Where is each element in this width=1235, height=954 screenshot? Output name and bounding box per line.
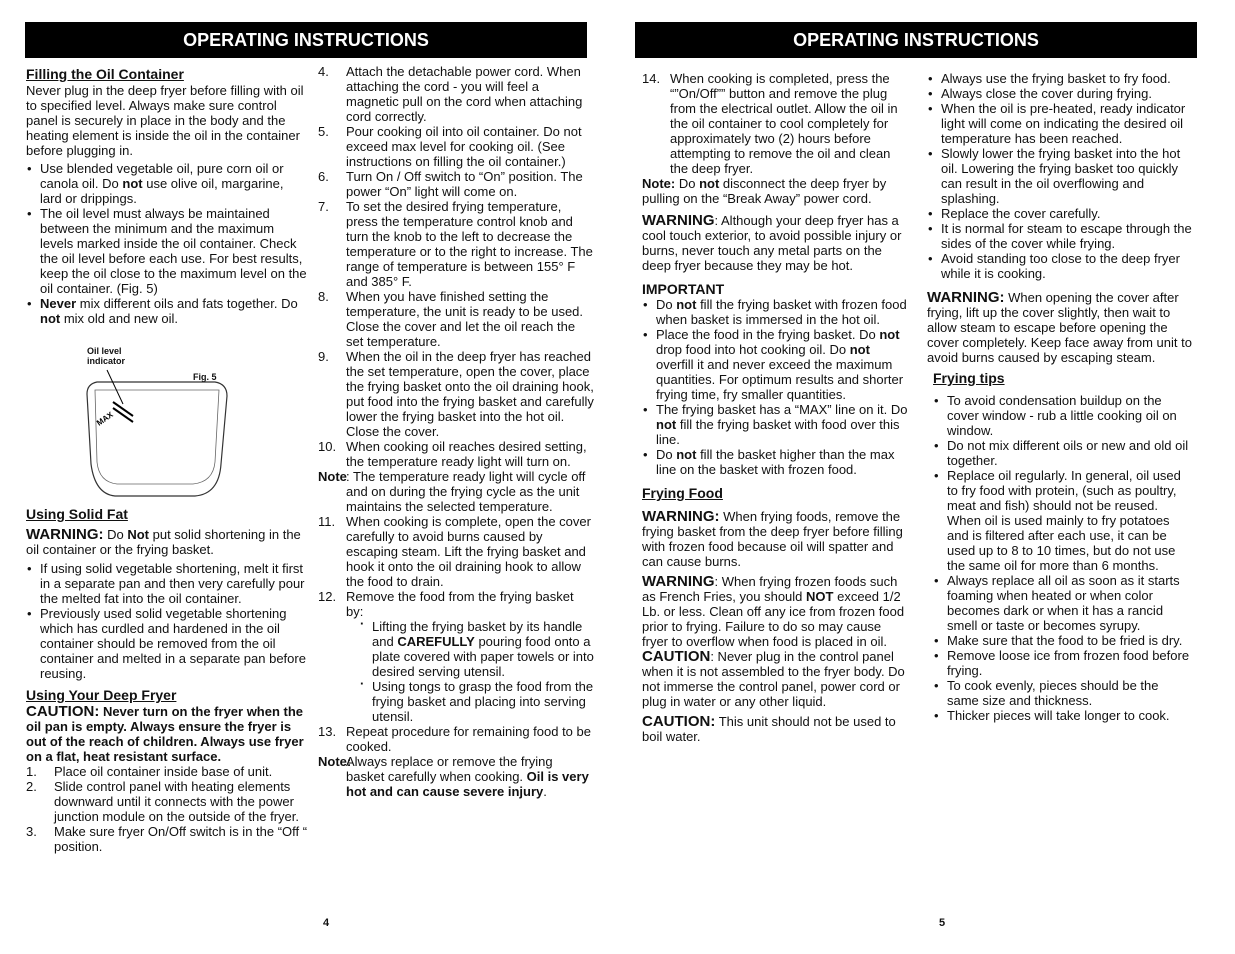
fig-caption: Fig. 5 <box>193 372 217 382</box>
important-bullet: • Do not fill the basket higher than the max line on the basket with frozen food. <box>642 447 908 477</box>
column-1 <box>26 66 308 326</box>
solid-bullet: • If using solid vegetable shortening, melt it first in a separate pan and then very carefully pour the melted fat into the oil container. <box>26 561 308 606</box>
step-10: 10. When cooking oil reaches desired setting, the temperature ready light will turn on. <box>318 439 587 469</box>
solid-bullet: • Previously used solid vegetable shortening which has curdled and hardened in the oil container should be removed from the oil container and melted in a separate pan before reusing. <box>26 606 308 681</box>
filling-bullet: • Use blended vegetable oil, pure corn oil or canola oil. Do not use olive oil, margarine, lard or drippings. <box>26 161 308 206</box>
column-4 <box>927 71 1193 723</box>
important-bullet: • The frying basket has a “MAX” line on it. Do not fill the frying basket with food over this line. <box>642 402 908 447</box>
deep-caution: CAUTION: Never turn on the fryer when the oil pan is empty. Always ensure the fryer is out of the reach of children. Always use fryer on a flat, heat resistant surface. <box>26 703 304 764</box>
sub-item: · Lifting the frying basket by its handle and CAREFULLY pouring food onto a plate covered with paper towels or into desired serving utensil. <box>360 619 594 679</box>
solid-heading: Using Solid Fat <box>26 506 128 522</box>
step-1: 1. Place oil container inside base of unit. <box>26 764 273 779</box>
usage-bullet: • Replace the cover carefully. <box>927 206 1193 221</box>
step-6: 6. Turn On / Off switch to “On” position. The power “On” light will come on. <box>318 169 583 199</box>
deep-heading: Using Your Deep Fryer <box>26 687 177 703</box>
caution-boil-water: CAUTION: This unit should not be used to boil water. <box>642 713 896 744</box>
filling-bullets <box>26 161 308 326</box>
warning-cool-touch: WARNING: Although your deep fryer has a cool touch exterior, to avoid possible injury or burns, never touch any metal parts on the deep fryer because they may be hot. <box>642 212 902 273</box>
important-bullet: • Do not fill the frying basket with frozen food when basket is immersed in the hot oil. <box>642 297 908 327</box>
warning-french-fries: WARNING: When frying frozen foods such as French Fries, you should NOT exceed 1/2 Lb. or less. Clean off any ice from frozen food prior to frying. Failure to do so may cause fryer to overflow when food is placed in oil. <box>642 573 905 649</box>
note-break-away: Note: Do not disconnect the deep fryer by pulling on the “Break Away” power cord. <box>642 176 887 206</box>
fig-max-label: MAX <box>94 410 115 428</box>
usage-bullet: • Slowly lower the frying basket into the hot oil. Lowering the frying basket too quickly can result in the oil overflowing and splashing. <box>927 146 1193 206</box>
column-2 <box>318 64 594 799</box>
tip-bullet: • To cook evenly, pieces should be the same size and thickness. <box>933 678 1193 708</box>
caution-control-panel: CAUTION: Never plug in the control panel when it is not assembled to the fryer body. Do not immerse the control panel, power cord or plug in water or any other liquid. <box>642 648 905 709</box>
usage-bullet: • Always close the cover during frying. <box>927 86 1193 101</box>
step-14-list <box>642 71 908 176</box>
note-ready-light: Note : The temperature ready light will cycle off and on during the frying cycle as the unit maintains the selected temperature. <box>318 469 586 514</box>
step-9: 9. When the oil in the deep fryer has reached the set temperature, open the cover, place the frying basket onto the oil draining hook, put food into the frying basket and carefully lower the frying basket into the hot oil. Close the cover. <box>318 349 594 439</box>
tips-bullets <box>933 393 1193 723</box>
tip-bullet: • Make sure that the food to be fried is dry. <box>933 633 1193 648</box>
step-3: 3. Make sure fryer On/Off switch is in the “Off “ position. <box>26 824 308 854</box>
step-12-subitems <box>346 619 594 724</box>
tip-bullet: • Replace oil regularly. In general, oil used to fry food with protein, (such as poultry, meat and fish) should not be reused. When oil is used mainly to fry potatoes and is filtered after each use, it can be used up to 8 to 10 times, but do not use the same oil for more than 6 months. <box>933 468 1193 573</box>
step-7: 7. To set the desired frying temperature, press the temperature control knob and turn the knob to the left to decrease the temperature or to the right to increase. The range of temperature is between 155° F and 385° F. <box>318 199 593 289</box>
frying-tips-heading: Frying tips <box>933 370 1005 386</box>
figure-5 <box>75 344 245 504</box>
important-bullet: • Place the food in the frying basket. Do not drop food into hot cooking oil. Do not overfill it and never exceed the maximum quantities. For optimum results and shorter frying time, fry smaller quantities. <box>642 327 908 402</box>
steps-b <box>318 514 594 754</box>
steps-a <box>318 64 594 469</box>
column-3 <box>642 71 908 744</box>
deep-steps <box>26 764 308 854</box>
step-13: 13. Repeat procedure for remaining food to be cooked. <box>318 724 591 754</box>
oil-level-label: Oil level indicator <box>87 346 126 366</box>
usage-bullet: • It is normal for steam to escape through the sides of the cover while frying. <box>927 221 1193 251</box>
solid-bullets <box>26 561 308 681</box>
tip-bullet: • Do not mix different oils or new and old oil together. <box>933 438 1193 468</box>
note-basket: Note: Always replace or remove the frying basket carefully when cooking. Oil is very hot and can cause severe injury. <box>318 754 589 799</box>
usage-bullet: • When the oil is pre-heated, ready indicator light will come on indicating the desired oil temperature has been reached. <box>927 101 1193 146</box>
important-heading: IMPORTANT <box>642 281 725 297</box>
step-5: 5. Pour cooking oil into oil container. Do not exceed max level for cooking oil. (See instructions on filling the oil container.) <box>318 124 582 169</box>
left-page-banner: OPERATING INSTRUCTIONS <box>25 22 587 58</box>
page-number-left: 4 <box>323 917 330 929</box>
filling-bullet: • The oil level must always be maintained between the minimum and the maximum levels marked inside the oil container. Check the oil level before each use. For best results, keep the oil close to the maximum level on the oil container. (Fig. 5) <box>26 206 308 296</box>
frying-food-heading: Frying Food <box>642 485 723 501</box>
page-number-right: 5 <box>939 917 946 929</box>
column-1-lower <box>26 506 308 854</box>
solid-warning: WARNING: Do Not put solid shortening in the oil container or the frying basket. <box>26 526 301 557</box>
step-12: 12. Remove the food from the frying basket by: · Lifting the frying basket by its handle and CAREFULLY pouring food onto a plate covered with paper towels or into desired serving utensil. · Using tongs to grasp the food from the frying basket and placing into serving utensil. <box>318 589 594 724</box>
filling-intro: Never plug in the deep fryer before filling with oil to specified level. Always make sure control panel is securely in place in the body and the heating element is inside the oil in the container before plugging in. <box>26 83 304 158</box>
important-bullets <box>642 297 908 477</box>
oil-container-illustration <box>75 344 245 504</box>
tip-bullet: • Remove loose ice from frozen food before frying. <box>933 648 1193 678</box>
step-8: 8. When you have finished setting the temperature, the unit is ready to be used. Close the cover and let the oil reach the set temperature. <box>318 289 584 349</box>
step-2: 2. Slide control panel with heating elements downward until it connects with the power junction module on the outside of the fryer. <box>26 779 299 824</box>
warning-opening-cover: WARNING: When opening the cover after frying, lift up the cover slightly, then wait to allow steam to escape before opening the cover completely. Keep face away from unit to avoid burns caused by escaping steam. <box>927 289 1192 365</box>
usage-bullet: • Always use the frying basket to fry food. <box>927 71 1193 86</box>
filling-heading: Filling the Oil Container <box>26 66 184 82</box>
sub-item: · Using tongs to grasp the food from the frying basket and placing into serving utensil. <box>360 679 594 724</box>
right-page-banner: OPERATING INSTRUCTIONS <box>635 22 1197 58</box>
tip-bullet: • Thicker pieces will take longer to cook. <box>933 708 1193 723</box>
usage-bullets <box>927 71 1193 281</box>
tip-bullet: • Always replace all oil as soon as it starts foaming when heated or when color becomes dark or when it has a rancid smell or taste or becomes syrupy. <box>933 573 1193 633</box>
step-4: 4. Attach the detachable power cord. When attaching the cord - you will feel a magnetic pull on the cord when attaching cord correctly. <box>318 64 583 124</box>
warning-frozen-basket: WARNING: When frying foods, remove the frying basket from the deep fryer before filling with frozen food because oil will spatter and can cause burns. <box>642 508 903 569</box>
filling-bullet: • Never mix different oils and fats together. Do not mix old and new oil. <box>26 296 308 326</box>
tip-bullet: • To avoid condensation buildup on the cover window - rub a little cooking oil on window. <box>933 393 1193 438</box>
step-11: 11. When cooking is complete, open the cover carefully to avoid burns caused by escaping steam. Lift the frying basket and hook it onto the oil draining hook to allow the food to drain. <box>318 514 591 589</box>
usage-bullet: • Avoid standing too close to the deep fryer while it is cooking. <box>927 251 1193 281</box>
step-14: 14. When cooking is completed, press the “”On/Off”” button and remove the plug from the electrical outlet. Allow the oil in the oil container to cool completely for approximately two (2) hours before attempting to remove the oil and clean the deep fryer. <box>642 71 898 176</box>
